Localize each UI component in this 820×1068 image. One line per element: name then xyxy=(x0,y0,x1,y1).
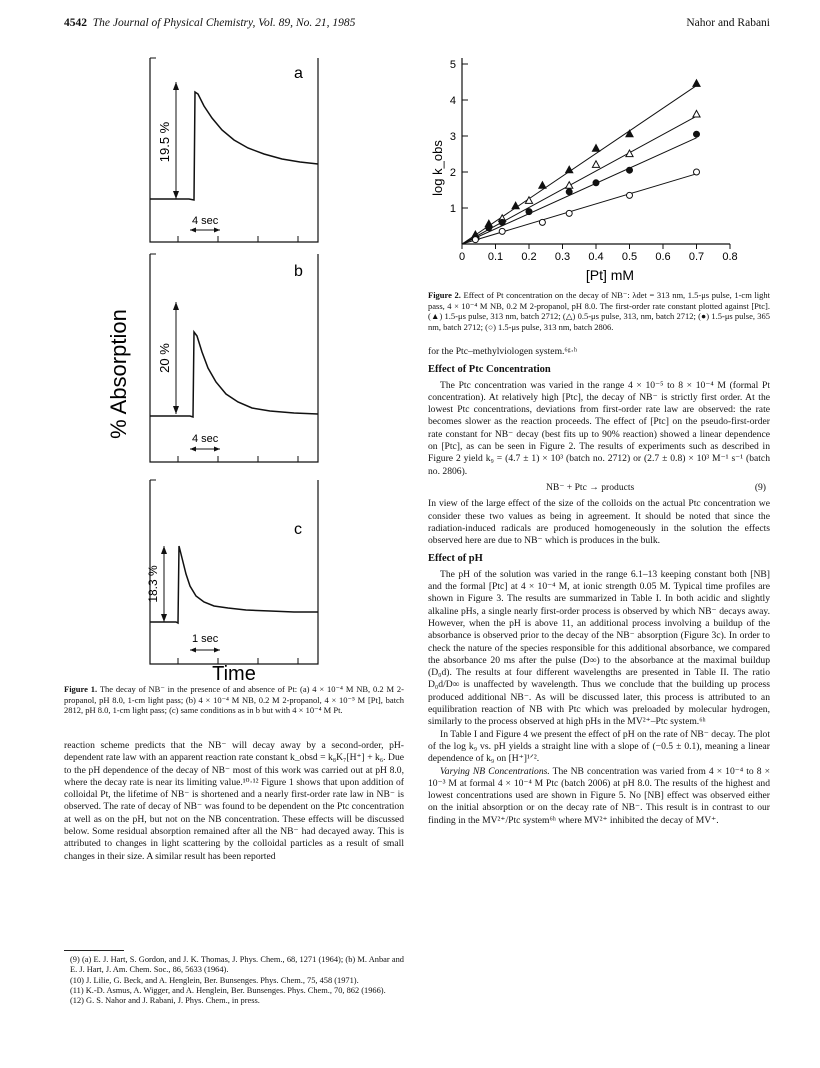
fig2-y-tick-label: 5 xyxy=(449,59,456,71)
fig2-point-open-circle xyxy=(539,219,545,225)
panel-a-trace xyxy=(150,92,318,200)
fig2-point-filled-triangle xyxy=(539,182,546,189)
panel-b-label: b xyxy=(294,263,303,280)
fig2-point-filled-circle xyxy=(499,219,505,225)
fig2-point-open-triangle xyxy=(566,182,573,189)
fig2-fit-line-3 xyxy=(462,138,697,244)
fig2-y-tick-label: 4 xyxy=(449,95,456,107)
fig2-x-tick-label: 0.6 xyxy=(655,251,671,263)
panel-a-label: a xyxy=(294,65,303,82)
fig2-y-tick-label: 3 xyxy=(449,131,456,143)
panel-c-trace xyxy=(150,546,318,623)
fig2-fit-line-4 xyxy=(462,174,697,244)
fig2-point-filled-circle xyxy=(526,209,532,215)
fig1-x-axis-label: Time xyxy=(212,663,256,680)
right-column-text xyxy=(428,346,770,827)
reference-9: (9) (a) E. J. Hart, S. Gordon, and J. K. Thomas, J. Phys. Chem., 68, 1271 (1964); (b) M. Anbar and E. J. Hart, J. Am. Chem. Soc., 86, 5633 (1964). xyxy=(70,955,404,975)
figure-1-caption xyxy=(64,684,404,716)
panel-c-time: 1 sec xyxy=(192,633,219,645)
fig1-caption-text: The decay of NB⁻ in the presence of and absence of Pt: (a) 4 × 10⁻⁴ M NB, 0.2 M 2-propanol, pH 8.0, 1-cm light pass; (b) 4 × 10⁻⁴ M NB, 0.2 M 2-propanol, 4 × 10⁻⁵ M [Pt], batch 2812, pH 8.0, 1-cm light pass; (c) same conditions as in b but with 4 × 10⁻⁴ M Pt. xyxy=(64,684,404,716)
fig1-caption-title: Figure 1. xyxy=(64,684,98,694)
equation-text: NB⁻ + Ptc → products xyxy=(546,481,635,493)
reference-12: (12) G. S. Nahor and J. Rabani, J. Phys. Chem., in press. xyxy=(70,996,260,1006)
fig2-x-tick-label: 0.5 xyxy=(621,251,638,263)
fig2-point-open-circle xyxy=(499,228,505,234)
left-column-text xyxy=(64,740,404,863)
fig2-x-tick-label: 0.4 xyxy=(588,251,604,263)
figure-2-chart xyxy=(430,48,760,288)
fig2-fit-line-2 xyxy=(462,116,697,244)
section-ptc-p2: In view of the large effect of the size of the colloids on the actual Ptc concentration we consider these two values as being in agreement. It should be noted that since the radiation-induced radicals are produced homogeneously in the solution the effects observed here are due to NB⁻ which is produces in the bulk. xyxy=(428,498,770,547)
fig2-point-filled-triangle xyxy=(592,145,599,152)
section-nb-lead: Varying NB Concentrations. xyxy=(440,765,550,777)
panel-c-scale: 18.3 % xyxy=(146,565,160,603)
panel-c-frame xyxy=(150,480,318,664)
section-ph-p1: The pH of the solution was varied in the range 6.1–13 keeping constant both [NB] and the formal [Ptc] at 4 × 10⁻⁴ M, at ionic strength 0.05 M. Typical time profiles are shown in Figure 3. The results are summarized in Table I. In both acidic and slightly alkaline pHs, a single nearly first-order process is observed by which NB⁻ decays away. However, when the pH is above 11, an additional process involving a buildup of the absorbance is observed prior to the decay of the NB⁻ absorption (Figure 3c). In order to check the nature of the species responsible for this additional absorbance, we compared the absorbance 20 ms after the pulse (D∞) to the absorbance at the maximal buildup (D₀d). The results at four different wavelengths are presented in Table II. The ratio D₀d/D∞ is unaffected by wavelength. Thus we conclude that the building up process produced additional NB⁻. As will be discussed later, this process is attributed to an equilibration reaction of NB with Ptc which was preloaded by molecular hydrogen, similarly to the process observed at high pHs in the MV²⁺–Ptc system.⁶ʰ xyxy=(428,568,770,728)
fig2-point-open-circle xyxy=(566,210,572,216)
fig1-panel-a xyxy=(150,58,318,242)
fig2-caption-text: Effect of Pt concentration on the decay of NB⁻: λdet = 313 nm, 1.5-μs pulse, 1-cm light pass, 4 × 10⁻⁴ M NB, 0.2 M 2-propanol, pH 8.0. The first-order rate constant plotted against [Ptc]. (▲) 1.5-μs pulse, 313 nm, batch 2712; (△) 0.5-μs pulse, 313, nm, batch 2712; (●) 1.5-μs pulse, 365 nm, batch 2712; (○) 1.5-μs pulse, 313 nm, batch 2806. xyxy=(428,290,771,332)
fig2-point-open-triangle xyxy=(592,161,599,168)
panel-b-scale: 20 % xyxy=(157,343,172,373)
panel-b-trace xyxy=(150,332,318,417)
references-rule xyxy=(64,950,124,951)
figure-2-caption xyxy=(428,290,770,332)
equation-9 xyxy=(428,482,770,494)
equation-number: (9) xyxy=(754,481,766,493)
section-ph-title: Effect of pH xyxy=(428,553,483,565)
panel-a-scale: 19.5 % xyxy=(157,121,172,163)
fig2-y-tick-label: 1 xyxy=(449,203,456,215)
panel-a-time: 4 sec xyxy=(192,215,219,227)
references xyxy=(64,950,404,1006)
page-header xyxy=(64,17,770,37)
fig2-y-tick-label: 2 xyxy=(449,167,456,179)
fig2-point-filled-circle xyxy=(627,167,633,173)
fig2-point-filled-circle xyxy=(593,180,599,186)
fig2-x-tick-label: 0.8 xyxy=(722,251,738,263)
fig2-caption-title: Figure 2. xyxy=(428,290,461,300)
fig1-panel-b xyxy=(150,254,318,462)
panel-b-time: 4 sec xyxy=(192,433,219,445)
panel-c-label: c xyxy=(294,521,302,538)
fig2-x-tick-label: 0.2 xyxy=(521,251,537,263)
fig2-point-filled-circle xyxy=(566,189,572,195)
fig2-y-axis-label: log k_obs xyxy=(430,140,445,196)
fig1-panel-c xyxy=(146,480,318,664)
section-ptc-title: Effect of Ptc Concentration xyxy=(428,364,551,376)
fig2-x-tick-label: 0 xyxy=(458,251,466,263)
fig2-point-open-circle xyxy=(627,192,633,198)
figure-1 xyxy=(94,44,354,680)
fig2-x-axis-label: [Pt] mM xyxy=(585,267,635,283)
header-authors: Nahor and Rabani xyxy=(686,17,770,29)
fig2-point-open-triangle xyxy=(693,110,700,117)
fig2-fit-line-1 xyxy=(462,86,697,244)
journal-name: The Journal of Physical Chemistry, Vol. 89, No. 21, 1985 xyxy=(92,17,356,29)
page-number: 4542 xyxy=(64,17,87,29)
fig2-x-tick-label: 0.7 xyxy=(688,251,705,263)
section-ptc-p1: The Ptc concentration was varied in the range 4 × 10⁻⁵ to 8 × 10⁻⁴ M (formal Pt concentration). At relatively high [Ptc], the decay of NB⁻ is strictly first order. At the lowest Ptc concentrations, deviations from first-order rate law are observed: the rate becomes slower as the reaction proceeds. The effect of [Ptc] on the pseudo-first-order rate constant for NB⁻ decay (best fits up to 90% reaction) showed a linear dependence on [Ptc], as can be seen in Figure 2. The results of experiments such as described in Figure 2 yield k₉ = (4.7 ± 1) × 10³ (batch no. 2712) or (2.7 ± 0.8) × 10³ M⁻¹ s⁻¹ (batch no. 2806). xyxy=(428,379,770,477)
fig2-point-filled-circle xyxy=(486,225,492,231)
fig2-point-filled-triangle xyxy=(626,130,633,137)
panel-b-frame xyxy=(150,254,318,462)
fig2-point-filled-circle xyxy=(694,131,700,137)
fig2-x-tick-label: 0.3 xyxy=(554,251,571,263)
section-nb-p1 xyxy=(428,766,770,827)
intro-line: for the Ptc–methylviologen system.⁶ᵍ·ʰ xyxy=(428,346,577,357)
reference-11: (11) K.-D. Asmus, A. Wigger, and A. Henglein, Ber. Bunsenges. Phys. Chem., 70, 862 (1966). xyxy=(70,985,386,995)
section-nb-text: The NB concentration was varied from 4 × 10⁻⁴ to 8 × 10⁻³ M at formal 4 × 10⁻⁴ M Ptc (batch 2006) at pH 8.0. The results of the highest and lowest concentrations used are shown in Figure 5. No [NB] effect was observed either on the initial absorption or on the decay rate of NB⁻. This result is in contrast to our finding in the MV²⁺/Ptc system⁶ʰ where MV²⁺ inhibited the decay of MV⁺. xyxy=(428,765,770,826)
fig1-y-axis-label: % Absorption xyxy=(106,309,131,439)
fig2-point-open-circle xyxy=(472,237,478,243)
header-journal xyxy=(64,17,355,29)
fig2-point-open-circle xyxy=(694,169,700,175)
reference-10: (10) J. Lilie, G. Beck, and A. Henglein, Ber. Bunsenges. Phys. Chem., 75, 458 (1971). xyxy=(70,975,359,985)
section-ph-p2: In Table I and Figure 4 we present the effect of pH on the rate of NB⁻ decay. The plot of the log k₉ vs. pH yields a straight line with a slope of (−0.5 ± 0.1), meaning a linear dependence of k₉ on [H⁺]¹ᐟ². xyxy=(428,728,770,765)
left-paragraph: reaction scheme predicts that the NB⁻ will decay away by a second-order, pH-dependent rate law with an apparent reaction rate constant k_obsd = k₈K₇[H⁺] + k₆. Due to the pH dependence of the decay of NB⁻ most of this work was carried out at pH 8.0, where the decay rate is near its limiting value.¹⁰·¹² Figure 1 shows that upon addition of colloidal Pt, the lifetime of NB⁻ is shortened and a nearly first-order rate law in NB⁻ is observed. The rate of decay of NB⁻ was found to be dependent on the Ptc concentration at well as on the pH, but not on the NB concentration. These effects will be discussed below. Some residual absorption remained after all the NB⁻ had decayed away. This is attributed to changes in light scattering by the colloidal particles as a result of small changes in their size. A similar result has been reported xyxy=(64,740,404,862)
fig2-point-filled-triangle xyxy=(693,80,700,87)
fig2-x-tick-label: 0.1 xyxy=(487,251,504,263)
